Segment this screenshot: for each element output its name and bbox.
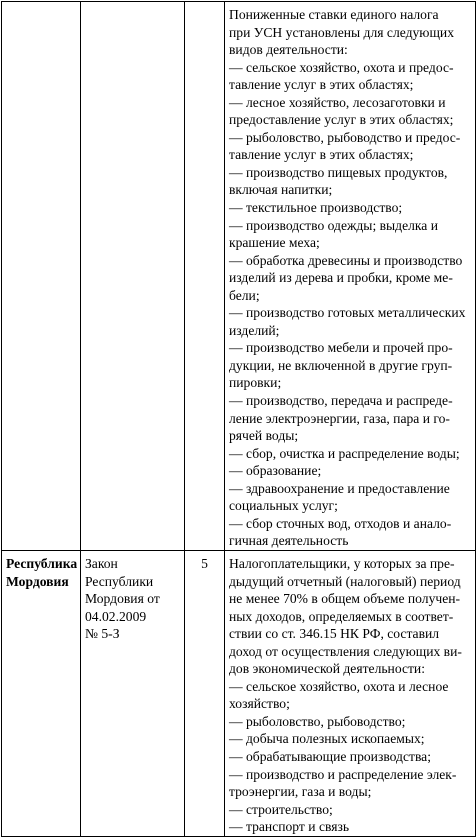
text-line: тавление услуг в этих областях; xyxy=(229,147,414,163)
text-line: — производство и распределение элек- xyxy=(229,766,457,782)
text-line: — добыча полезных ископаемых; xyxy=(229,731,425,747)
region-name xyxy=(6,555,78,590)
tax-rate-value: 5 xyxy=(201,555,208,571)
text-line: не менее 70% в общем объеме получен- xyxy=(229,591,461,607)
text-line: — строительство; xyxy=(229,801,333,817)
table-row xyxy=(2,550,476,836)
text-line: хозяйство; xyxy=(229,696,290,712)
text-line: изделий из дерева и пробки, кроме ме- xyxy=(229,270,453,286)
text-line: — производство пищевых продуктов, xyxy=(229,164,448,180)
law-cell xyxy=(81,2,185,551)
table-row xyxy=(2,2,476,551)
activity-description xyxy=(229,6,472,550)
text-line: Мордовия xyxy=(6,573,69,589)
text-line: тавление услуг в этих областях; xyxy=(229,77,414,93)
text-line: — производство, передача и распреде- xyxy=(229,393,453,409)
text-line: ление электроэнергии, газа, пара и го- xyxy=(229,410,450,426)
text-line: — рыболовство, рыбоводство; xyxy=(229,713,406,729)
text-line: при УСН установлены для следующих xyxy=(229,24,454,40)
text-line: № 5-З xyxy=(85,626,120,642)
text-line: — производство одежды; выделка и xyxy=(229,217,439,233)
description-cell xyxy=(225,2,476,551)
activity-description xyxy=(229,555,472,836)
text-line: — транспорт и связь xyxy=(229,819,350,835)
text-line: видов деятельности: xyxy=(229,42,348,58)
text-line: — сельское хозяйство, охота и лесное xyxy=(229,678,449,694)
text-line: социальных услуг; xyxy=(229,498,338,514)
text-line: — производство готовых металлических xyxy=(229,305,466,321)
text-line: рячей воды; xyxy=(229,428,299,444)
text-line: — обрабатывающие производства; xyxy=(229,748,431,764)
text-line: 04.02.2009 xyxy=(85,608,147,624)
text-line: — рыболовство, рыбоводство и предос- xyxy=(229,129,461,145)
text-line: — текстильное производство; xyxy=(229,200,403,216)
tax-rates-table xyxy=(1,1,476,837)
text-line: ных доходов, определяемых в соответ- xyxy=(229,608,454,624)
text-line: включая напитки; xyxy=(229,182,333,198)
text-line: предоставление услуг в этих областях; xyxy=(229,112,454,128)
law-reference xyxy=(85,555,182,643)
text-line: дыдущий отчетный (налоговый) период xyxy=(229,573,461,589)
text-line: Республики xyxy=(85,573,154,589)
rate-cell xyxy=(185,550,225,836)
text-line: гичная деятельность xyxy=(229,533,349,549)
text-line: — лесное хозяйство, лесозаготовки и xyxy=(229,94,446,110)
rate-cell xyxy=(185,2,225,551)
text-line: троэнергии, газа и воды; xyxy=(229,784,372,800)
text-line: изделий; xyxy=(229,322,280,338)
text-line: — здравоохранение и предоставление xyxy=(229,480,450,496)
text-line: доход от осуществления следующих ви- xyxy=(229,643,462,659)
region-cell xyxy=(2,2,81,551)
text-line: бели; xyxy=(229,287,260,303)
text-line: — обработка древесины и производство xyxy=(229,252,463,268)
law-cell xyxy=(81,550,185,836)
text-line: дукции, не включенной в другие груп- xyxy=(229,357,453,373)
text-line: дов экономической деятельности: xyxy=(229,661,425,677)
text-line: — сбор сточных вод, отходов и анало- xyxy=(229,515,452,531)
text-line: — сбор, очистка и распределение воды; xyxy=(229,445,460,461)
text-line: пировки; xyxy=(229,375,282,391)
text-line: — производство мебели и прочей про- xyxy=(229,340,453,356)
description-cell xyxy=(225,550,476,836)
text-line: ствии со ст. 346.15 НК РФ, составил xyxy=(229,626,440,642)
text-line: Республика xyxy=(6,555,78,571)
text-line: — образование; xyxy=(229,463,322,479)
text-line: крашение меха; xyxy=(229,235,320,251)
text-line: Налогоплательщики, у которых за пре- xyxy=(229,555,455,571)
text-line: Пониженные ставки единого налога xyxy=(229,7,439,22)
text-line: — сельское хозяйство, охота и предос- xyxy=(229,59,454,75)
text-line: Закон xyxy=(85,555,118,571)
text-line: Мордовия от xyxy=(85,591,160,607)
region-cell xyxy=(2,550,81,836)
